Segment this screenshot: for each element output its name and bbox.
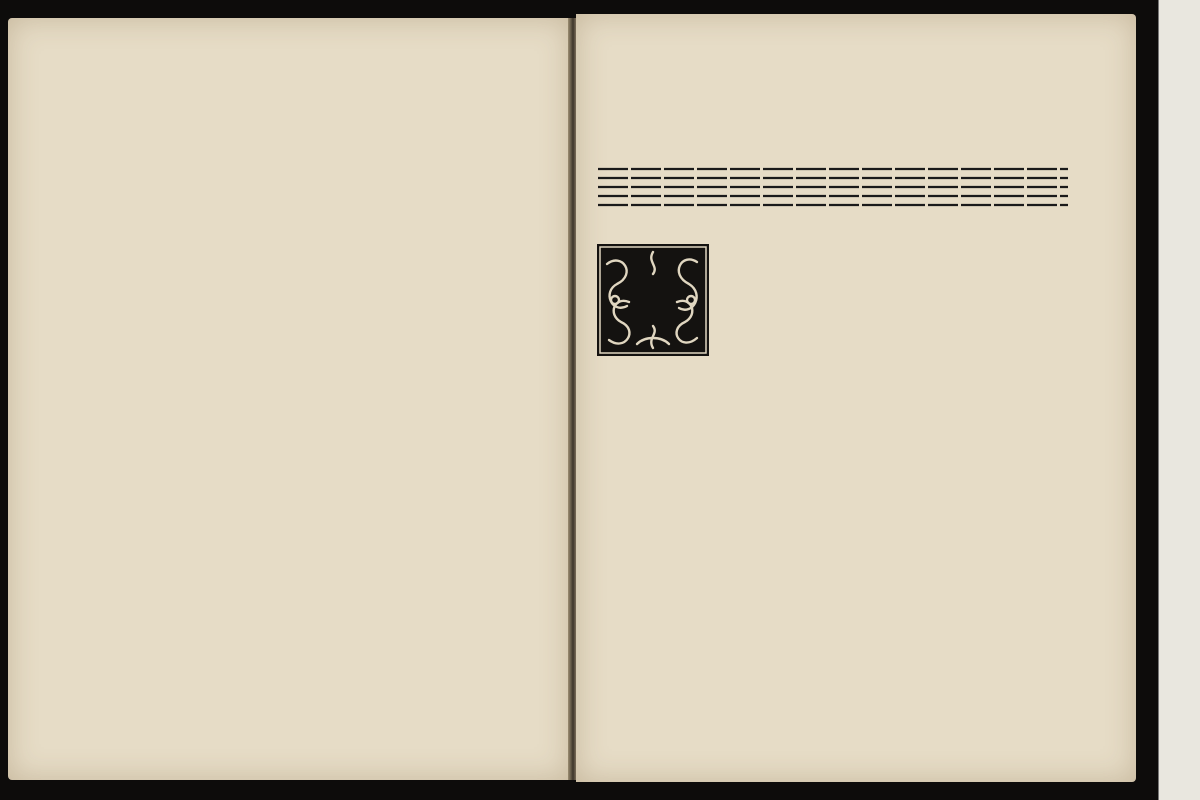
right-page	[576, 14, 1136, 782]
ruler-ticks	[1159, 0, 1200, 800]
empty-staff	[598, 165, 1068, 213]
decorated-initial	[597, 244, 709, 356]
floral-ornament-icon	[597, 244, 709, 356]
left-page	[8, 18, 570, 780]
right-lyric-line-3	[716, 370, 1056, 386]
right-lyric-line-2	[716, 291, 1056, 307]
right-lyric-line-1	[598, 138, 1038, 154]
measuring-ruler	[1158, 0, 1200, 800]
empty-staff-lines	[598, 165, 1068, 209]
